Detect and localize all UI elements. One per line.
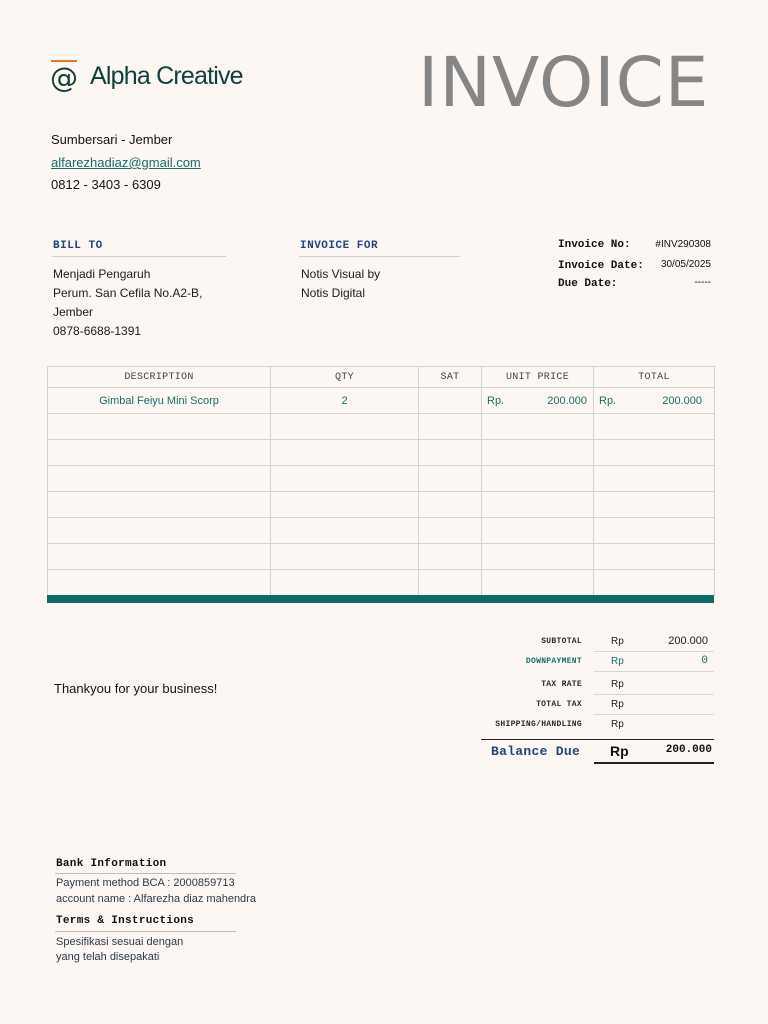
summary-divider (594, 714, 714, 715)
item-total-cell (594, 388, 715, 414)
subtotal-label: SUBTOTAL (541, 637, 582, 646)
bill-to-line: Jember (53, 305, 94, 319)
payment-method: Payment method BCA : 2000859713 (56, 877, 235, 889)
total-prefix: Rp. (599, 394, 617, 407)
col-unit-price-header: UNIT PRICE (482, 367, 594, 388)
subtotal-value: 200.000 (668, 635, 708, 647)
invoice-for-line: Notis Visual by (301, 267, 381, 281)
company-email-link[interactable]: alfarezhadiaz@gmail.com (51, 155, 201, 170)
downpayment-label: DOWNPAYMENT (525, 657, 582, 666)
empty-table-row (48, 492, 715, 518)
at-sign-icon: @ (50, 61, 78, 94)
invoice-for-line: Notis Digital (301, 286, 366, 300)
downpayment-currency: Rp (611, 656, 624, 667)
item-unit-price-cell (482, 388, 594, 414)
downpayment-value: 0 (701, 655, 708, 667)
table-bottom-bar (47, 595, 714, 603)
company-phone: 0812 - 3403 - 6309 (51, 177, 161, 192)
terms-heading: Terms & Instructions (56, 915, 195, 927)
terms-divider (55, 931, 236, 932)
bill-to-line: Perum. San Cefila No.A2-B, (53, 286, 203, 300)
invoice-for-heading: INVOICE FOR (300, 240, 379, 252)
balance-currency: Rp (610, 743, 629, 759)
total-tax-label: TOTAL TAX (536, 700, 582, 709)
bill-to-line: Menjadi Pengaruh (53, 267, 151, 281)
balance-bottom-rule (594, 762, 714, 764)
total-tax-currency: Rp (611, 699, 624, 710)
items-table (47, 366, 715, 596)
unit-price-value: 200.000 (547, 394, 587, 407)
subtotal-currency: Rp (611, 636, 624, 647)
balance-due-label: Balance Due (491, 744, 581, 759)
empty-table-row (48, 414, 715, 440)
invoice-no-label: Invoice No: (558, 239, 631, 251)
due-date-value: ----- (694, 277, 711, 288)
table-row (48, 388, 715, 414)
account-name: account name : Alfarezha diaz mahendra (56, 893, 256, 905)
unit-price-prefix: Rp. (487, 394, 505, 407)
bank-info-divider (55, 873, 236, 874)
invoice-date-label: Invoice Date: (558, 260, 644, 272)
item-sat (419, 388, 482, 414)
brand-name: Alpha Creative (90, 62, 243, 90)
terms-line: Spesifikasi sesuai dengan (56, 936, 184, 948)
item-description: Gimbal Feiyu Mini Scorp (48, 388, 271, 414)
bill-to-heading: BILL TO (53, 240, 103, 252)
col-total-header: TOTAL (594, 367, 715, 388)
shipping-label: SHIPPING/HANDLING (495, 720, 582, 729)
balance-top-rule (481, 739, 714, 740)
total-value: 200.000 (662, 394, 702, 407)
invoice-date-value: 30/05/2025 (660, 259, 711, 270)
col-sat-header: SAT (419, 367, 482, 388)
invoice-title: INVOICE (418, 43, 710, 123)
empty-table-row (48, 544, 715, 570)
bank-info-heading: Bank Information (56, 858, 167, 870)
invoice-for-divider (299, 256, 460, 257)
thank-you-note: Thankyou for your business! (54, 681, 218, 696)
tax-rate-label: TAX RATE (541, 680, 582, 689)
empty-table-row (48, 440, 715, 466)
terms-line: yang telah disepakati (56, 951, 160, 963)
bill-to-divider (52, 256, 226, 257)
balance-due-value: 200.000 (665, 744, 712, 756)
table-header-row (48, 367, 715, 388)
empty-table-row (48, 570, 715, 596)
summary-divider (594, 651, 714, 652)
empty-table-row (48, 466, 715, 492)
col-description-header: DESCRIPTION (48, 367, 271, 388)
col-qty-header: QTY (271, 367, 419, 388)
invoice-no-value: #INV290308 (655, 239, 711, 250)
bill-to-line: 0878-6688-1391 (53, 324, 142, 338)
item-qty: 2 (271, 388, 419, 414)
summary-divider (594, 671, 714, 672)
summary-divider (594, 694, 714, 695)
due-date-label: Due Date: (558, 278, 618, 290)
company-address: Sumbersari - Jember (51, 132, 173, 147)
shipping-currency: Rp (611, 719, 624, 730)
tax-rate-currency: Rp (611, 679, 624, 690)
empty-table-row (48, 518, 715, 544)
